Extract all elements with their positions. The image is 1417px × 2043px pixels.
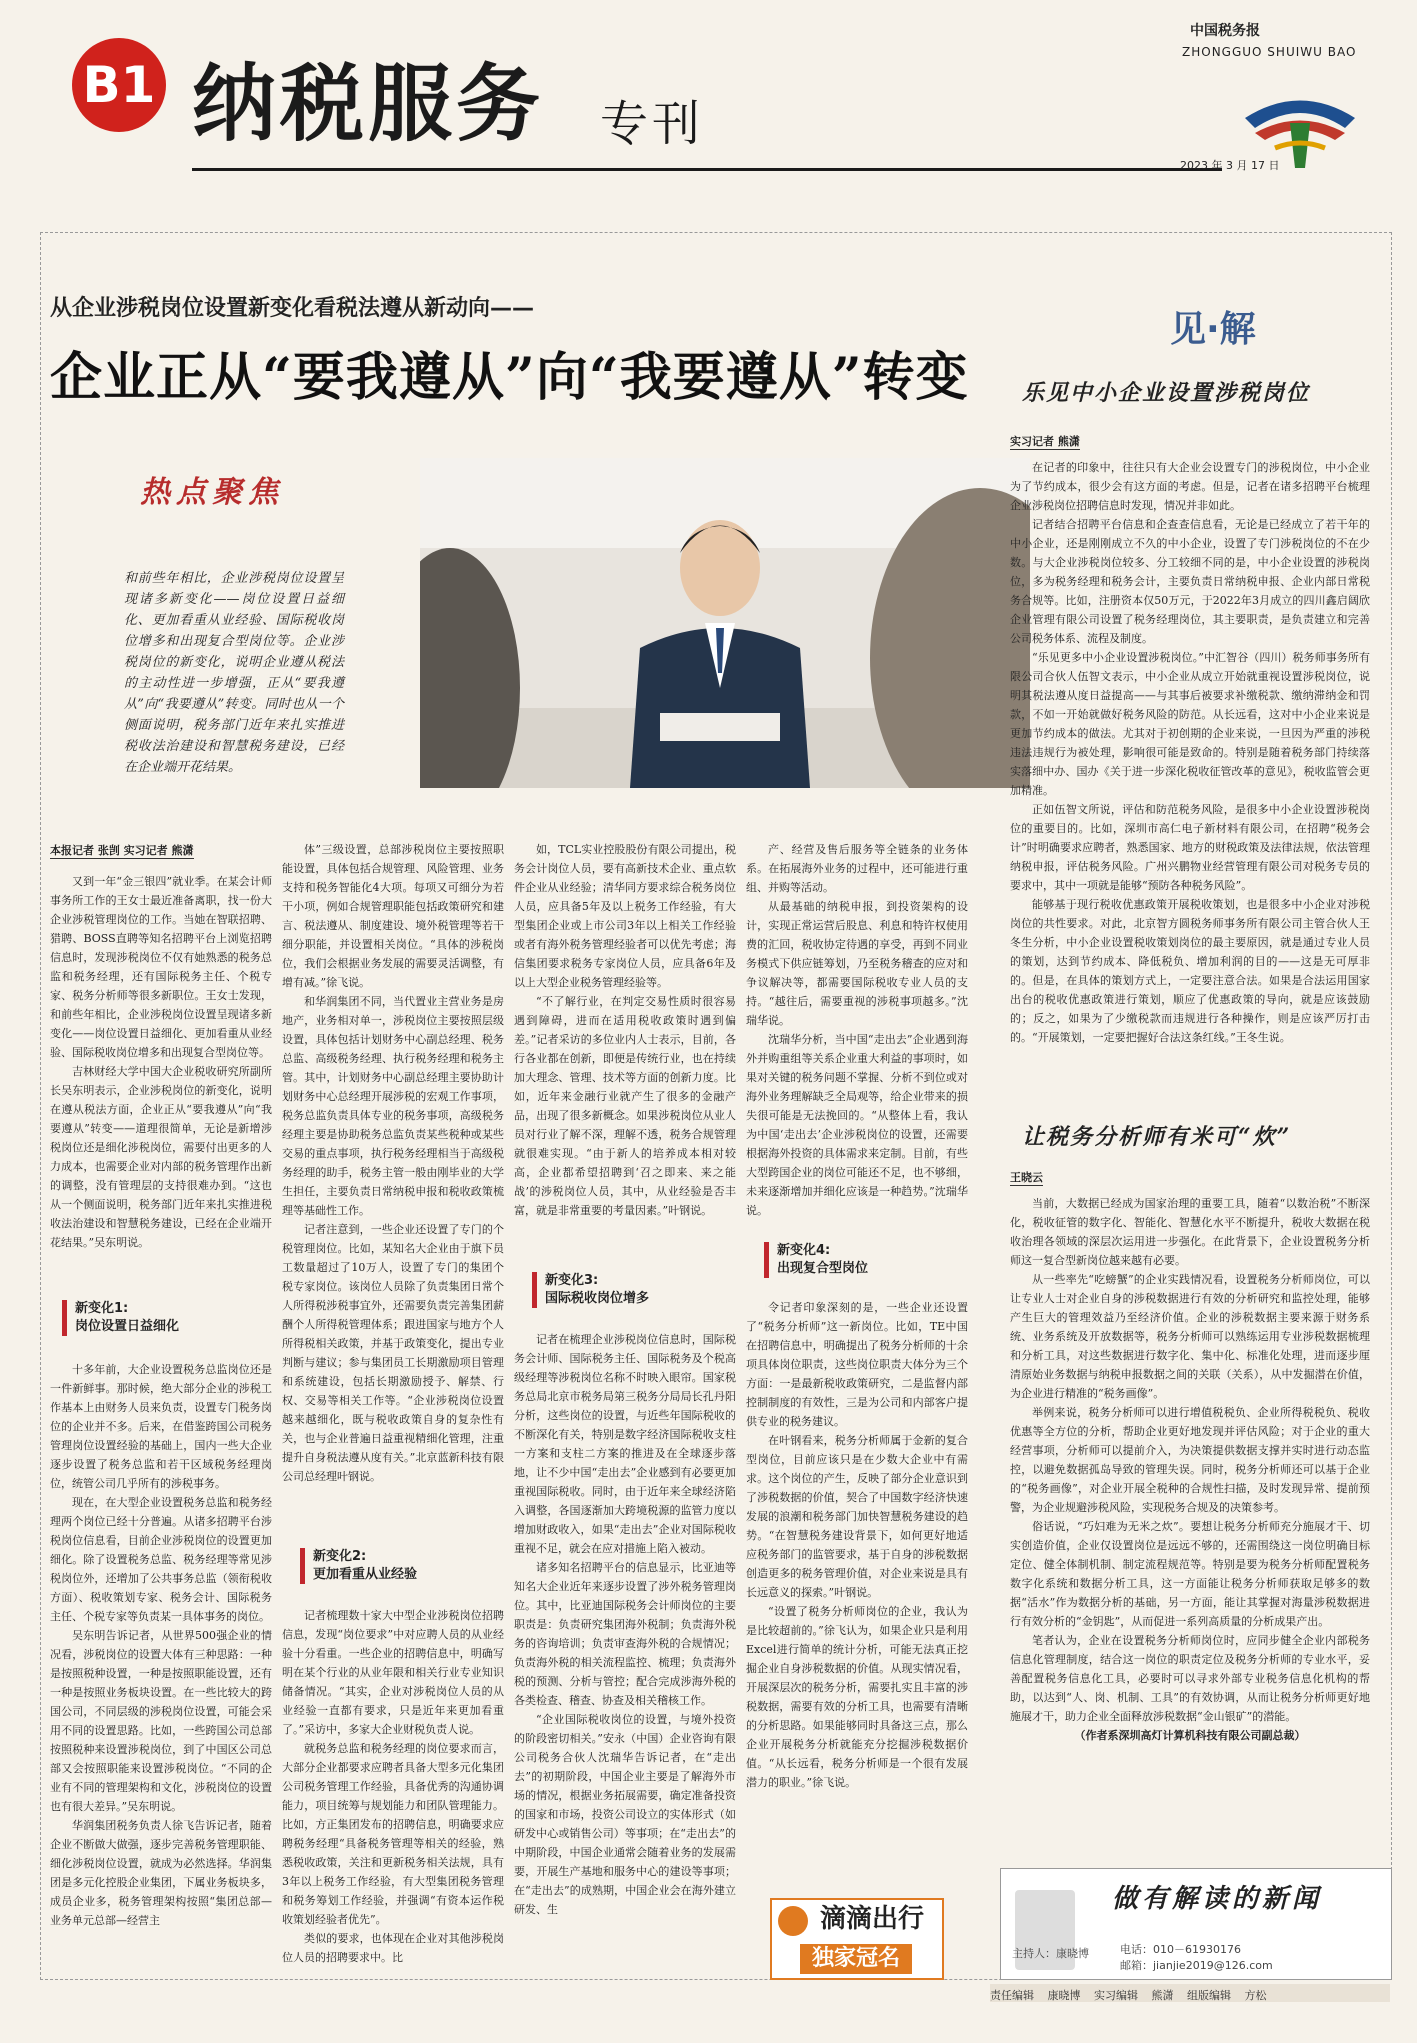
section-title: 国际税收岗位增多	[545, 1291, 650, 1306]
section-tag: 新变化3:	[545, 1273, 599, 1288]
paragraph: 令记者印象深刻的是，一些企业还设置了“税务分析师”这一新岗位。比如，TE中国在招聘信息中，明确提出了税务分析师的十余项具体岗位职责，这些岗位职责大体分为三个方面：一是最新税收政策研究，二是监督内部控制制度的有效性，三是为公司和内部客户提供专业的税务建议。	[746, 1301, 968, 1428]
sidebar-story2-byline: 王晓云	[1010, 1171, 1043, 1184]
section-title: 岗位设置日益细化	[75, 1319, 180, 1334]
editor-slogan: 做有解读的新闻	[1112, 1884, 1323, 1914]
paper-name: 中国税务报	[1190, 23, 1260, 39]
paragraph: 举例来说，税务分析师可以进行增值税税负、企业所得税税负、税收优惠等全方位的分析，帮助企业更好地发现并评估风险；对于企业的重大经营事项，分析师可以提前介入，为决策提供数据支撑并实时进行动态监控，以避免数据孤岛导致的管理失误。同时，税务分析师还可以基于企业的“税务画像”，对企业开展全税种的合规性扫描，及时发现异常、提前预警，为企业规避涉税风险，实现税务合规及的决策参考。	[1010, 1406, 1370, 1514]
paragraph: 诸多知名招聘平台的信息显示，比亚迪等知名大企业近年来逐步设置了涉外税务管理岗位。其中，比亚迪国际税务会计师岗位的主要职责是：负责研究集团海外税制；负责海外税务的咨询培训；负责审查海外税的合规情况；负责海外税的相关流程监控、梳理；负责海外税的预测、分析与管控；配合完成涉海外税的各类检查、稽查、协查及相关稽核工作。	[514, 1561, 736, 1707]
paragraph: 记者在梳理企业涉税岗位信息时，国际税务会计师、国际税务主任、国际税务及个税高级经理等涉税岗位名称不时映入眼帘。国家税务总局北京市税务局第三税务分局局长孔丹阳分析，这些岗位的设置，与近些年国际税收的不断深化有关，特别是数字经济国际税收支柱一方案和支柱二方案的推进及在全球逐步落地，让不少中国“走出去”企业感到有必要更加重视国际税收。同时，由于近年来全球经济陷入调整，各国逐渐加大跨境税源的监管力度以增加财政收入，如果“走出去”企业对国际税收重视不足，就会在应对措施上陷入被动。	[514, 1333, 736, 1555]
paragraph: 当前，大数据已经成为国家治理的重要工具，随着“以数治税”不断深化，税收征管的数字化、智能化、智慧化水平不断提升，税收大数据在税收治理各领域的深层次运用进一步强化。在此背景下，企业设置税务分析师这一复合型新岗位越来越有必要。	[1010, 1197, 1370, 1267]
footer-credits: 责任编辑 康晓博 实习编辑 熊潇 组版编辑 方松	[990, 1989, 1267, 2002]
section-heading-3	[532, 1272, 649, 1308]
section-subtitle: 专刊	[600, 96, 705, 152]
paragraph: 就税务总监和税务经理的岗位要求而言，大部分企业都要求应聘者具备大型多元化集团公司税务管理工作经验，具备优秀的沟通协调能力，项目统筹与规划能力和团队管理能力。比如，方正集团发布的招聘信息，明确要求应聘税务经理“具备税务管理等相关的经验，熟悉税收政策，关注和更新税务相关法规，具有3年以上税务工作经验，有大型集团税务管理和税务筹划工作经验，并强调“有资本运作税收策划经验者优先”。	[282, 1742, 504, 1926]
paper-pinyin: ZHONGGUO SHUIWU BAO	[1182, 45, 1357, 59]
story-column-3b	[514, 1330, 736, 1919]
story-column-2b	[282, 1606, 504, 1967]
story-byline: 本报记者 张剀 实习记者 熊潇	[50, 844, 194, 857]
paragraph: 从一些率先“吃螃蟹”的企业实践情况看，设置税务分析师岗位，可以让专业人士对企业自身的涉税数据进行有效的分析研究和监控处理，能够产生巨大的管理效益乃至经济价值。企业的涉税数据主要来源于财务系统、业务系统及开放数据等，税务分析师可以熟练运用专业涉税数据梳理和分析工具，对这些数据进行数字化、集中化、标准化处理，进而逐步厘清原始业务数据与纳税申报数据之间的关联（关系），从中发掘潜在价值，为企业进行精准的“税务画像”。	[1010, 1273, 1370, 1400]
story-column-4b	[746, 1298, 968, 1792]
story-column-4	[746, 840, 968, 1220]
paragraph: “企业国际税收岗位的设置，与境外投资的阶段密切相关。”安永（中国）企业咨询有限公司税务合伙人沈瑞华告诉记者，在“走出去”的初期阶段，中国企业主要是了解海外市场的情况，根据业务拓展需要，确定准备投资的国家和市场，投资公司设立的实体形式（如研发中心或销售公司）等事项；在“走出去”的中期阶段，中国企业通常会随着业务的发展需要，开展生产基地和服务中心的建设等事项；在“走出去”的成熟期，中国企业会在海外建立研发、生	[514, 1713, 736, 1916]
sidebar-story1-body	[1010, 458, 1370, 1047]
editor-host: 主持人：康晓博	[1012, 1947, 1089, 1960]
didi-logo-icon	[778, 1906, 808, 1936]
sidebar-story2-title: 让税务分析师有米可“炊”	[1022, 1124, 1292, 1150]
paragraph: 吉林财经大学中国大企业税收研究所副所长吴东明表示，企业涉税岗位的新变化，说明在遵从税法方面，企业正从“要我遵从”向“我要遵从”转变——道理很简单，无论是新增涉税岗位还是细化涉税岗位，需要付出更多的人力成本，也需要企业对内部的税务管理作出新的调整，没有管理层的支持很难办到。“这也从一个侧面说明，税务部门近年来扎实推进税收法治建设和智慧税务建设，已经在企业端开花结果。”吴东明说。	[50, 1065, 272, 1249]
paragraph: 产、经营及售后服务等全链条的业务体系。在拓展海外业务的过程中，还可能进行重组、并购等活动。	[746, 843, 968, 894]
paragraph: 笔者认为，企业在设置税务分析师岗位时，应同步健全企业内部税务信息化管理制度，结合这一岗位的职责定位及税务分析师的专业水平，妥善配置税务信息化工具，必要时可以寻求外部专业税务信息化机构的帮助，以达到“人、岗、机制、工具”的有效协调，从而让税务分析师更好地施展才干，助力企业全面释放涉税数据“金山银矿”的潜能。	[1010, 1634, 1370, 1723]
paragraph: “乐见更多中小企业设置涉税岗位。”中汇智谷（四川）税务师事务所有限公司合伙人伍智文表示，中小企业从成立开始就重视设置涉税岗位，说明其税法遵从度日益提高——与其事后被要求补缴税款、缴纳滞纳金和罚款，不如一开始就做好税务风险的防范。从长远看，这对中小企业来说是更加节约成本的做法。尤其对于初创期的企业来说，一旦因为严重的涉税违法违规行为被处理，影响很可能是致命的。特别是随着税务部门持续落实落细中办、国办《关于进一步深化税收征管改革的意见》，税收监管会更加精准。	[1010, 651, 1370, 797]
paragraph: 记者注意到，一些企业还设置了专门的个税管理岗位。比如，某知名大企业由于旗下员工数量超过了10万人，设置了专门的集团个税专家岗位。该岗位人员除了负责集团日常个人所得税涉税事宜外，还需要负责完善集团薪酬个人所得税管理体系；跟进国家与地方个人所得税相关政策，并基于政策变化，提出专业判断与建议；参与集团员工长期激励项目管理和系统建设，包括长期激励授予、解禁、行权、交易等相关工作等。“企业涉税岗位设置越来越细化，既与税收政策自身的复杂性有关，也与企业普遍日益重视精细化管理，注重提升自身税法遵从度有关。”北京蓝新科技有限公司总经理叶钢说。	[282, 1223, 504, 1483]
sidebar-story1-byline: 实习记者 熊潇	[1010, 435, 1080, 448]
page-badge: B1	[72, 38, 166, 132]
paragraph: 沈瑞华分析，当中国“走出去”企业遇到海外并购重组等关系企业重大利益的事项时，如果对关键的税务问题不掌握、分析不到位或对海外业务理解缺乏全局观等，给企业带来的损失很可能是无法挽回的。“从整体上看，我认为中国‘走出去’企业涉税岗位的设置，还需要根据海外投资的具体需求来定制。目前，有些大型跨国企业的岗位可能还不足，也不够细，未来逐渐增加并细化应该是一种趋势。”沈瑞华说。	[746, 1033, 968, 1217]
paragraph: 又到一年“金三银四”就业季。在某会计师事务所工作的王女士最近准备离职，找一份大企业涉税管理岗位的工作。当她在智联招聘、猎聘、BOSS直聘等知名招聘平台上浏览招聘信息时，发现涉税岗位不仅有她熟悉的税务总监和税务经理，还有国际税务主任、个税专家、税务分析师等很多新职位。王女士发现，和前些年相比，企业涉税岗位设置呈现诸多新变化——岗位设置日益细化、更加看重从业经验、国际税收岗位增多和出现复合型岗位等。	[50, 875, 272, 1059]
paragraph: 在记者的印象中，往往只有大企业会设置专门的涉税岗位，中小企业为了节约成本，很少会有这方面的考虑。但是，记者在诸多招聘平台梳理企业涉税岗位招聘信息时发现，情况并非如此。	[1010, 461, 1370, 512]
section-tag: 新变化1:	[75, 1301, 129, 1316]
paragraph: 类似的要求，也体现在企业对其他涉税岗位人员的招聘要求中。比	[282, 1932, 504, 1964]
section-heading-1	[62, 1300, 179, 1336]
sidebar-story2-body	[1010, 1194, 1370, 1745]
column-logo-icon: 见·解	[1170, 309, 1256, 350]
paragraph: 华润集团税务负责人徐飞告诉记者，随着企业不断做大做强，逐步完善税务管理职能、细化涉税岗位设置，就成为必然选择。华润集团是多元化控股企业集团，下属业务板块多，成员企业多，税务管理架构按照“集团总部—业务单元总部—经营主	[50, 1819, 272, 1927]
sidebar-story1-title: 乐见中小企业设置涉税岗位	[1022, 380, 1311, 406]
interview-photo	[420, 458, 1030, 788]
story-column-1b	[50, 1360, 272, 1930]
story-column-2	[282, 840, 504, 1486]
paragraph: 从最基础的纳税申报，到投资架构的设计，实现正常运营后股息、利息和特许权使用费的汇回，税收协定待遇的享受，再到不同业务模式下供应链筹划，乃至税务稽查的应对和争议解决等，都需要国际税收专业人员的支持。“越往后，需要重视的涉税事项越多。”沈瑞华说。	[746, 900, 968, 1027]
paragraph: 记者结合招聘平台信息和企查查信息看，无论是已经成立了若干年的中小企业，还是刚刚成立不久的中小企业，设置了专门涉税岗位的不在少数。与大企业涉税岗位较多、分工较细不同的是，中小企业设置的涉税岗位，多为税务经理和税务会计，主要负责日常纳税申报、企业内部日常税务合规等。比如，注册资本仅50万元，于2022年3月成立的四川鑫启阔欣企业管理有限公司设置了税务经理岗位，其主要职责，是负责建立和完善公司税务体系、流程及制度。	[1010, 518, 1370, 645]
section-tag: 新变化4:	[777, 1243, 831, 1258]
story-column-1	[50, 872, 272, 1252]
author-note: （作者系深圳高灯计算机科技有限公司副总裁）	[1074, 1729, 1306, 1742]
paragraph: 和华润集团不同，当代置业主营业务是房地产，业务相对单一，涉税岗位主要按照层级设置，具体包括计划财务中心副总经理、税务总监、高级税务经理、执行税务经理和税务主管。其中，计划财务中心副总经理主要协助计划财务中心总经理开展涉税的宏观工作事项，税务总监负责具体专业的税务事项，高级税务经理主要是协助税务总监负责某些税种或某些交易的重点事项，执行税务经理相当于高级税务经理的助手，税务主管一般由刚毕业的大学生担任，主要负责日常纳税申报和税收政策梳理等基础性工作。	[282, 995, 504, 1217]
story-column-3	[514, 840, 736, 1220]
paragraph: “设置了税务分析师岗位的企业，我认为是比较超前的。”徐飞认为，如果企业只是利用Excel进行简单的统计分析，可能无法真正挖掘企业自身涉税数据的价值。从现实情况看，开展深层次的税务分析，需要扎实且丰富的涉税数据，需要有效的分析工具，也需要有清晰的分析思路。如果能够同时具备这三点，那么企业开展税务分析就能充分挖掘涉税数据价值。“从长远看，税务分析师是一个很有发展潜力的职业。”徐飞说。	[746, 1605, 968, 1789]
section-title: 出现复合型岗位	[777, 1261, 869, 1276]
paragraph: 在叶钢看来，税务分析师属于金新的复合型岗位，目前应该只是在少数大企业中有需求。这个岗位的产生，反映了部分企业意识到了涉税数据的价值，契合了中国数字经济快速发展的浪潮和税务部门加快智慧税务建设的趋势。“在智慧税务建设背景下，如何更好地适应税务部门的监管要求，基于自身的涉税数据创造更多的税务管理价值，对企业来说是具有长远意义的探索。”叶钢说。	[746, 1434, 968, 1599]
paragraph: 十多年前，大企业设置税务总监岗位还是一件新鲜事。那时候，绝大部分企业的涉税工作基本上由财务人员来负责，设置专门税务岗位的企业并不多。后来，在借鉴跨国公司税务管理岗位设置经验的基础上，国内一些大企业逐步设置了税务总监和若干区域税务经理岗位，统管公司几乎所有的涉税事务。	[50, 1363, 272, 1490]
story-lead: 和前些年相比，企业涉税岗位设置呈现诸多新变化——岗位设置日益细化、更加看重从业经验、国际税收岗位增多和出现复合型岗位等。企业涉税岗位的新变化，说明企业遵从税法的主动性进一步增强，正从“要我遵从”向“我要遵从”转变。同时也从一个侧面说明，税务部门近年来扎实推进税收法治建设和智慧税务建设，已经在企业端开花结果。	[124, 571, 344, 775]
paragraph: 现在，在大型企业设置税务总监和税务经理两个岗位已经十分普遍。从诸多招聘平台涉税岗位信息看，目前企业涉税岗位的设置更加细化。除了设置税务总监、税务经理等常见涉税岗位外，还增加了公共事务总监（领衔税收方面）、税收策划专家、税务会计、国际税务主任、个税专家等负责某一具体事务的岗位。	[50, 1496, 272, 1623]
section-title: 纳税服务	[192, 55, 545, 153]
paragraph: 吴东明告诉记者，从世界500强企业的情况看，涉税岗位的设置大体有三种思路：一种是按照税种设置，一种是按照职能设置，还有一种是按照业务板块设置。在一些比较大的跨国公司，不同层级的涉税岗位设置，可能会采用不同的设置思路。比如，一些跨国公司总部按照税种来设置涉税岗位，到了中国区公司总部又会按照职能来设置涉税岗位。“不同的企业有不同的管理架构和文化，涉税岗位的设置也有很大差异。”吴东明说。	[50, 1629, 272, 1813]
sponsor-brand: 滴滴出行	[820, 1904, 925, 1934]
paragraph: 记者梳理数十家大中型企业涉税岗位招聘信息，发现“岗位要求”中对应聘人员的从业经验十分看重。一些企业的招聘信息中，明确写明在某个行业的从业年限和相关行业专业知识储备情况。“其实，企业对涉税岗位人员的从业经验一直都有要求，只是近年来更加看重了。”采访中，多家大企业财税负责人说。	[282, 1609, 504, 1736]
paragraph: 体”三级设置，总部涉税岗位主要按照职能设置，具体包括合规管理、风险管理、业务支持和税务智能化4大项。每项又可细分为若干小项，例如合规管理职能包括政策研究和建言、税法遵从、制度建设、境外税管理等若干细分职能，并设置相关岗位。“具体的涉税岗位，我们会根据业务发展的需要灵活调整，有增有减。”徐飞说。	[282, 843, 504, 989]
section-title: 更加看重从业经验	[313, 1567, 418, 1582]
section-heading-4	[764, 1242, 868, 1278]
paragraph: “不了解行业，在判定交易性质时很容易遇到障碍，进而在适用税收政策时遇到偏差。”记者采访的多位业内人士表示，目前，各行各业都在创新，即便是传统行业，也在持续加大理念、管理、技术等方面的创新力度。比如，近年来金融行业就产生了很多的金融产品，出现了很多新概念。如果涉税岗位从业人员对行业了解不深，理解不透，税务合规管理就很难实现。“由于新人的培养成本相对较高，企业都希望招聘到‘召之即来、来之能战’的涉税岗位人员，其中，从业经验是否丰富，就是非常重要的考量因素。”叶钢说。	[514, 995, 736, 1217]
masthead-rule	[192, 168, 1222, 171]
story-headline: 企业正从“要我遵从”向“我要遵从”转变	[50, 347, 969, 408]
paragraph: 俗话说，“巧妇难为无米之炊”。要想让税务分析师充分施展才干、切实创造价值，企业仅设置岗位是远远不够的，还需围绕这一岗位明确目标定位、健全体制机制、制定流程规范等。特别是要为税务分析师配置税务数字化系统和数据分析工具，这一方面能让税务分析师获取足够多的数据“活水”作为数据分析的基础，另一方面，能让其掌握对海量涉税数据进行有效分析的“金钥匙”，从而促进一系列高质量的分析成果产出。	[1010, 1520, 1370, 1628]
editor-phone: 电话：010－61930176	[1120, 1943, 1241, 1956]
paragraph: 能够基于现行税收优惠政策开展税收策划，也是很多中小企业对涉税岗位的共性要求。对此，北京智方圆税务师事务所有限公司主管合伙人王冬生分析，中小企业设置税收策划岗位的最主要原因，就是通过专业人员的策划，达到节约成本、降低税负、增加利润的目的——这是无可厚非的。但是，在具体的策划方式上，一定要注意合法。如果是合法运用国家出台的税收优惠政策进行策划，顺应了优惠政策的导向，就是应该鼓励的；反之，如果为了少缴税款而违规进行各种操作，则是应该严厉打击的。“开展策划，一定要把握好合法这条红线。”王冬生说。	[1010, 898, 1370, 1044]
editor-email[interactable]: 邮箱：jianjie2019@126.com	[1120, 1959, 1273, 1972]
story-kicker: 从企业涉税岗位设置新变化看税法遵从新动向——	[50, 296, 535, 321]
section-tag: 新变化2:	[313, 1549, 367, 1564]
sponsor-slogan: 独家冠名	[800, 1944, 912, 1974]
section-heading-2	[300, 1548, 417, 1584]
paragraph: 正如伍智文所说，评估和防范税务风险，是很多中小企业设置涉税岗位的重要目的。比如，深圳市高仁电子新材料有限公司，在招聘“税务会计”时明确要求应聘者，熟悉国家、地方的财税政策及法律法规，依法管理纳税申报，评估税务风险。广州兴鹏物业经营管理有限公司对税务专员的要求中，其中一项就是能够“预防各种税务风险”。	[1010, 803, 1370, 892]
hot-topic-label: 热点聚焦	[140, 475, 284, 510]
issue-date: 2023 年 3 月 17 日	[1180, 159, 1280, 172]
paragraph: 如，TCL实业控股股份有限公司提出，税务会计岗位人员，要有高新技术企业、重点软件企业从业经验；清华同方要求综合税务岗位人员，应具备5年及以上税务工作经验，有大型集团企业或上市公司3年以上相关工作经验或者有海外税务管理经验者可以优先考虑；海信集团要求税务专家岗位人员，应具备6年及以上大型企业税务管理经验等。	[514, 843, 736, 989]
